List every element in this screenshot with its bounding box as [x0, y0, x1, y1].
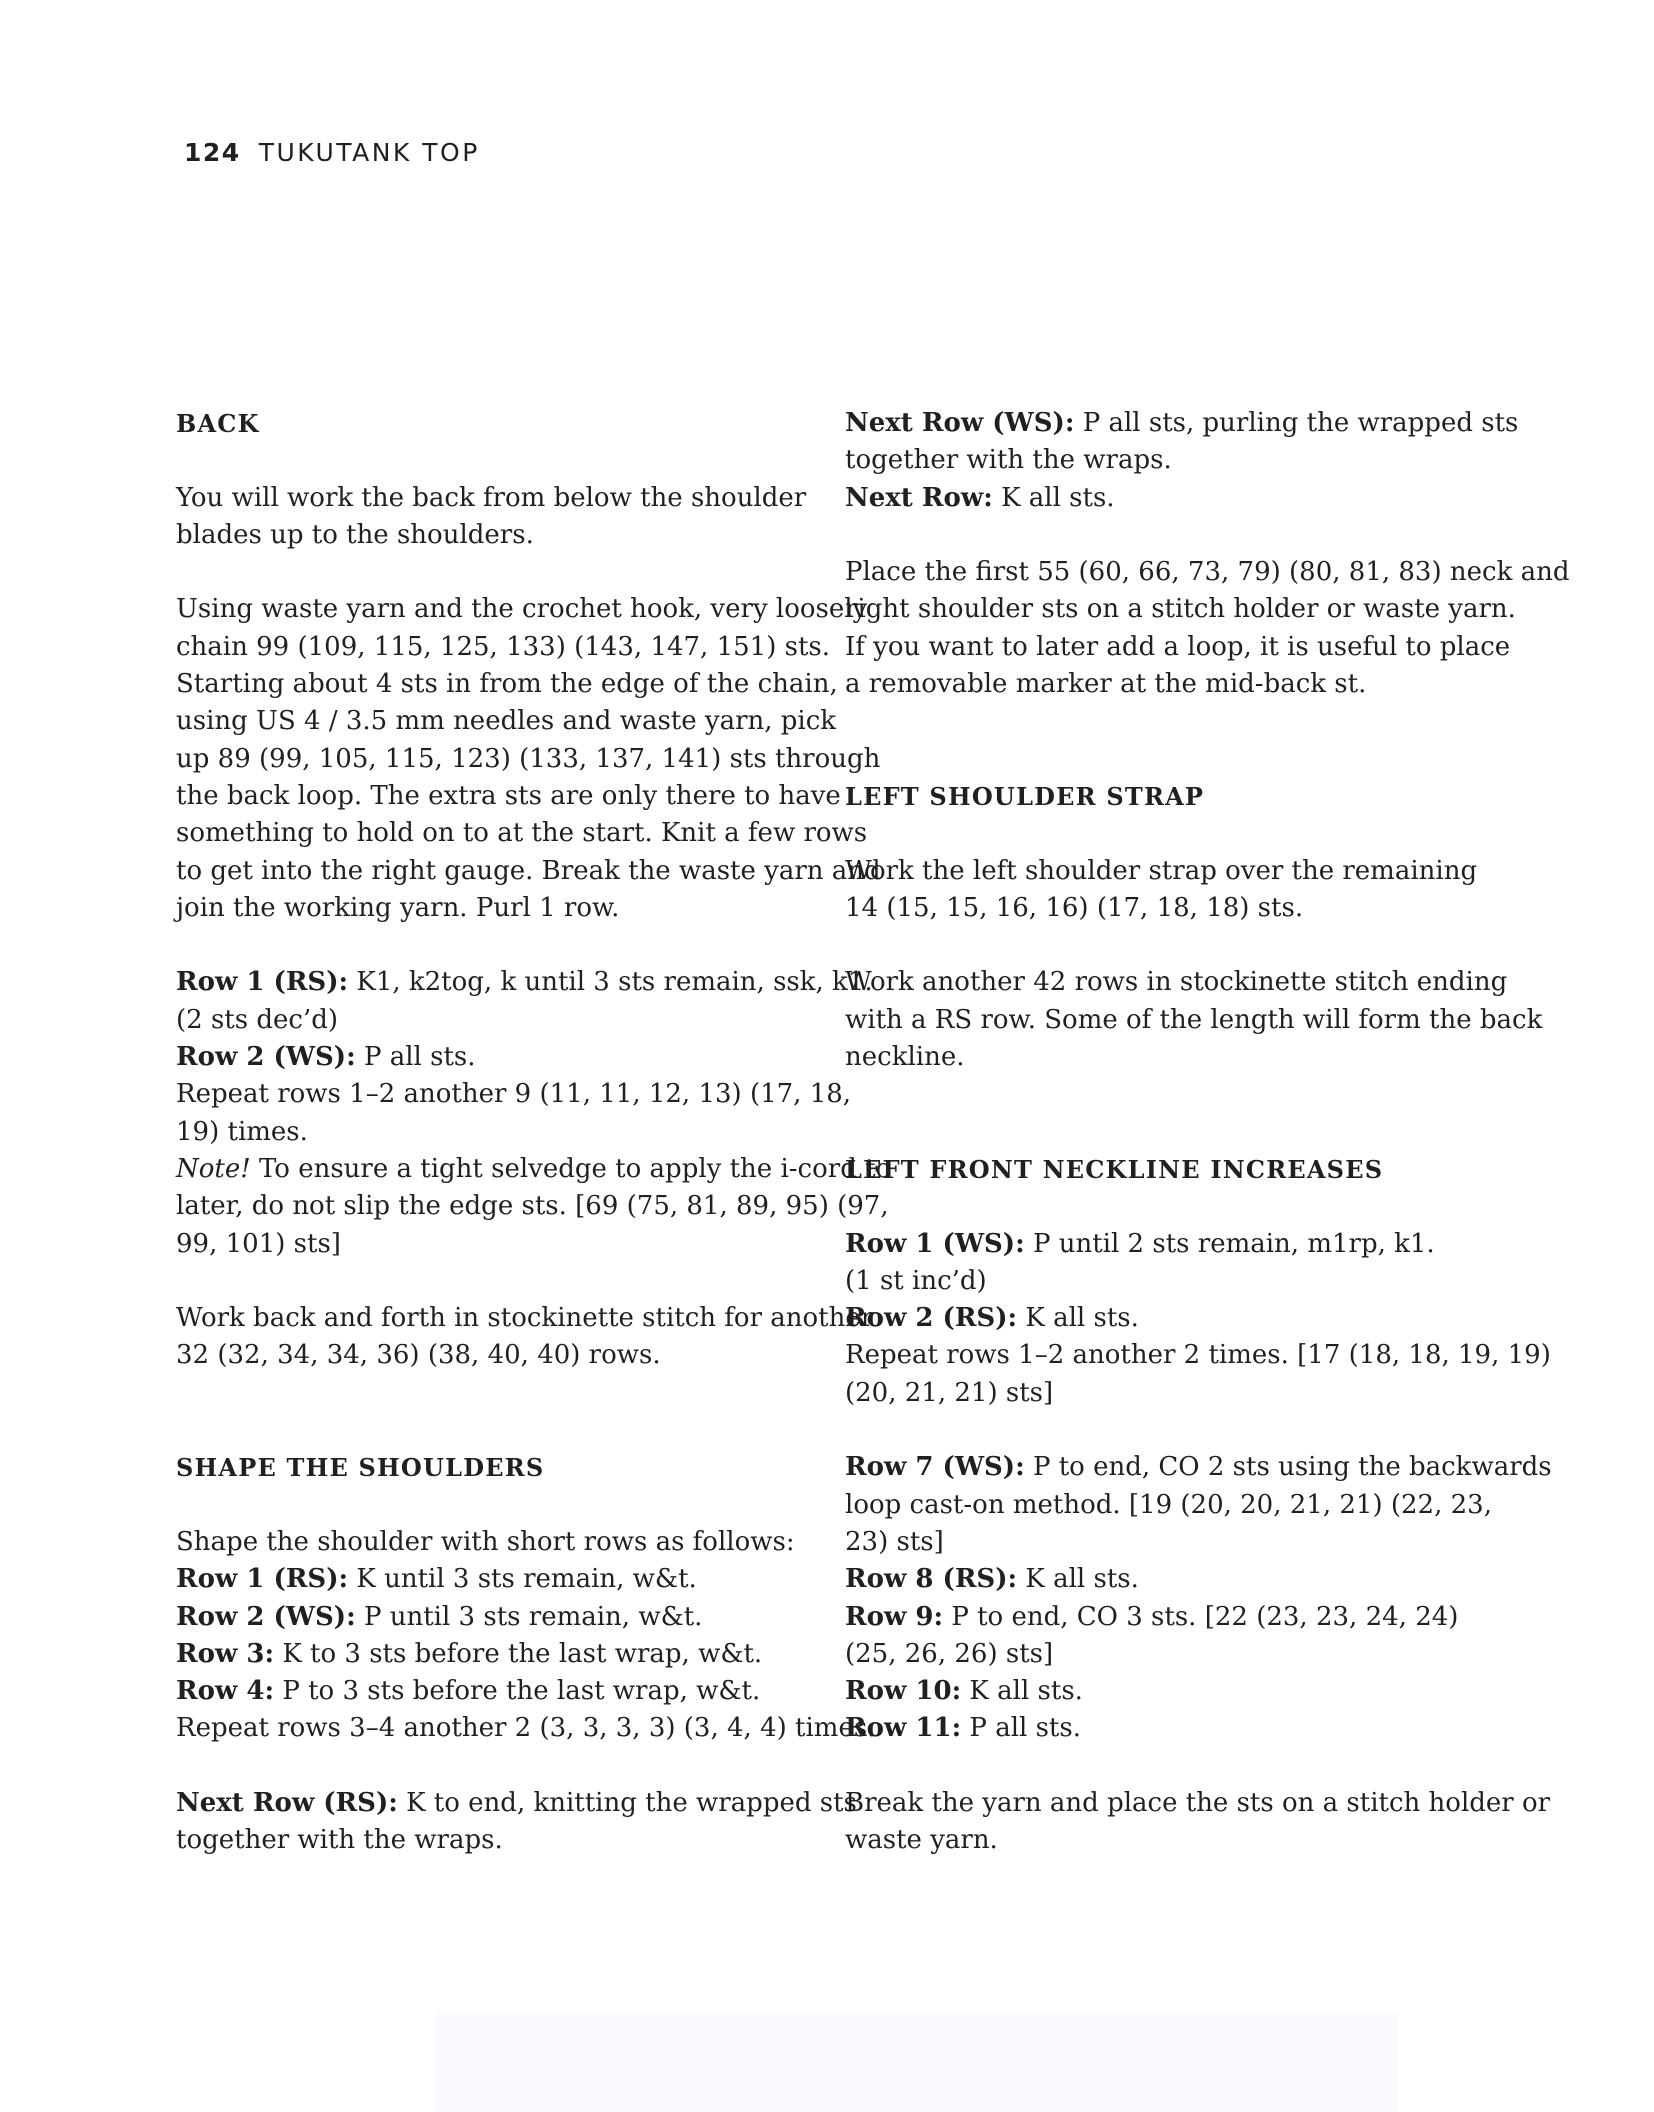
row-label: Row 4: [176, 1676, 275, 1707]
text-line: neckline. [845, 1042, 965, 1073]
text-line: Repeat rows 1–2 another 2 times. [17 (18, 18, 19, 19) [845, 1340, 1551, 1371]
running-head [184, 138, 480, 167]
row-instruction [845, 1599, 1485, 1636]
heading-left-shoulder-strap: LEFT SHOULDER STRAP [845, 781, 1205, 811]
text-line: (1 st inc’d) [845, 1265, 987, 1296]
heading-left-front-neckline: LEFT FRONT NECKLINE INCREASES [845, 1154, 1384, 1184]
back-intro-paragraph [176, 480, 816, 555]
row-label: Row 10: [845, 1676, 962, 1707]
row-text: P to end, CO 3 sts. [22 (23, 23, 24, 24) [943, 1601, 1459, 1632]
row-instruction [845, 480, 1485, 517]
heading-shape-shoulders: SHAPE THE SHOULDERS [176, 1453, 545, 1483]
row-label: Row 2 (WS): [176, 1042, 356, 1073]
text-line: 99, 101) sts] [176, 1228, 341, 1259]
row-instruction [845, 1300, 1485, 1337]
note-line [176, 1151, 892, 1188]
row-instruction [845, 1710, 1485, 1747]
text-line: together with the wraps. [176, 1825, 503, 1856]
text-line: loop cast-on method. [19 (20, 20, 21, 21) (22, 23, [845, 1489, 1492, 1520]
text-line: 23) sts] [845, 1526, 944, 1557]
row-label: Row 2 (RS): [845, 1303, 1018, 1334]
row-label: Row 3: [176, 1638, 275, 1669]
row-label: Row 11: [845, 1713, 962, 1744]
text-line: Break the yarn and place the sts on a stitch holder or [845, 1787, 1551, 1818]
row-text: K until 3 sts remain, w&t. [348, 1564, 697, 1595]
row-label: Row 7 (WS): [845, 1452, 1025, 1483]
row-text: P until 3 sts remain, w&t. [355, 1601, 703, 1632]
text-line: up 89 (99, 105, 115, 123) (133, 137, 141) sts through [176, 743, 881, 774]
row-label: Row 9: [845, 1601, 944, 1632]
row-instruction [176, 1673, 816, 1710]
text-line: a removable marker at the mid-back st. [845, 669, 1367, 700]
row-instruction [176, 1039, 816, 1076]
row-text: P to end, CO 2 sts using the backwards [1024, 1452, 1552, 1483]
row-label: Row 2 (WS): [176, 1601, 356, 1632]
text-line: (25, 26, 26) sts] [845, 1638, 1054, 1669]
text-line: Shape the shoulder with short rows as follows: [176, 1526, 795, 1557]
row-instruction [176, 1599, 816, 1636]
text-line: Place the first 55 (60, 66, 73, 79) (80, 81, 83) neck and [845, 557, 1570, 588]
text-line: right shoulder sts on a stitch holder or waste yarn. [845, 594, 1516, 625]
row-instruction [176, 1561, 816, 1598]
right-column [845, 405, 1570, 1860]
row-text: K all sts. [1017, 1303, 1139, 1334]
text-line: something to hold on to at the start. Knit a few rows [176, 818, 868, 849]
bottom-tint-strip [436, 2014, 1398, 2112]
short-rows-block [176, 1524, 876, 1748]
row-text: K1, k2tog, k until 3 sts remain, ssk, k1. [348, 967, 873, 998]
row-text: P all sts. [355, 1042, 476, 1073]
row-instruction [176, 1636, 816, 1673]
text-line: waste yarn. [845, 1825, 998, 1856]
place-sts-paragraph [845, 554, 1570, 703]
row-instruction [845, 1673, 1485, 1710]
text-line: the back loop. The extra sts are only there to have [176, 780, 841, 811]
neckline-rows-1-2 [845, 1226, 1551, 1412]
text-line: Work the left shoulder strap over the remaining [845, 855, 1478, 886]
row-instruction [176, 1785, 857, 1822]
break-yarn-paragraph [845, 1785, 1551, 1860]
strap-intro-paragraph [845, 853, 1485, 928]
text-line: Repeat rows 1–2 another 9 (11, 11, 12, 13) (17, 18, [176, 1079, 852, 1110]
row-text: P all sts. [961, 1713, 1081, 1744]
text-line: Repeat rows 3–4 another 2 (3, 3, 3, 3) (3, 4, 4) times. [176, 1713, 876, 1744]
text-line: chain 99 (109, 115, 125, 133) (143, 147, 151) sts. [176, 631, 831, 662]
text-line: Work another 42 rows in stockinette stitch ending [845, 967, 1508, 998]
next-row-rs-block [176, 1785, 857, 1860]
cast-on-paragraph [176, 591, 881, 927]
text-line: (20, 21, 21) sts] [845, 1377, 1054, 1408]
note-label: Note! [176, 1153, 251, 1184]
text-line: with a RS row. Some of the length will form the back [845, 1004, 1543, 1035]
text-line: blades up to the shoulders. [176, 519, 534, 550]
row-text: K to end, knitting the wrapped sts [397, 1787, 857, 1818]
text-line: Using waste yarn and the crochet hook, very loosely [176, 594, 868, 625]
note-text: To ensure a tight selvedge to apply the i-cord to [250, 1153, 892, 1184]
text-line: 32 (32, 34, 34, 36) (38, 40, 40) rows. [176, 1340, 661, 1371]
text-line: If you want to later add a loop, it is useful to place [845, 631, 1511, 662]
text-line: Work back and forth in stockinette stitch for another [176, 1303, 874, 1334]
text-line: to get into the right gauge. Break the waste yarn and [176, 855, 881, 886]
row-label: Row 1 (RS): [176, 967, 349, 998]
row-label: Row 8 (RS): [845, 1564, 1018, 1595]
next-row-ws-block [845, 405, 1519, 517]
neckline-rows-7-11 [845, 1449, 1552, 1747]
text-line: join the working yarn. Purl 1 row. [176, 892, 620, 923]
row-instruction [845, 1561, 1485, 1598]
back-decrease-rows [176, 964, 892, 1262]
text-line: (2 sts dec’d) [176, 1004, 338, 1035]
text-line: using US 4 / 3.5 mm needles and waste yarn, pick [176, 706, 837, 737]
running-title: TUKUTANK TOP [258, 138, 480, 167]
strap-rows-paragraph [845, 964, 1543, 1076]
text-line: Starting about 4 sts in from the edge of the chain, [176, 669, 838, 700]
text-line: together with the wraps. [845, 445, 1172, 476]
row-label: Next Row (WS): [845, 408, 1075, 438]
heading-back: BACK [176, 409, 260, 438]
text-line: later, do not slip the edge sts. [69 (75, 81, 89, 95) (97, [176, 1191, 889, 1222]
page-number: 124 [184, 138, 241, 167]
row-text: K all sts. [992, 482, 1115, 513]
row-text: K all sts. [1017, 1564, 1139, 1595]
work-back-paragraph [176, 1300, 874, 1375]
text-line: 19) times. [176, 1116, 308, 1147]
row-text: P to 3 sts before the last wrap, w&t. [274, 1676, 761, 1707]
row-label: Next Row: [845, 482, 993, 513]
row-label: Row 1 (RS): [176, 1564, 349, 1595]
row-label: Row 1 (WS): [845, 1228, 1025, 1259]
left-column [176, 405, 892, 1860]
row-text: K to 3 sts before the last wrap, w&t. [274, 1638, 763, 1669]
text-line: You will work the back from below the shoulder [176, 482, 807, 513]
row-instruction [845, 405, 1519, 442]
row-instruction [176, 964, 873, 1001]
row-instruction [845, 1449, 1552, 1486]
text-line: 14 (15, 15, 16, 16) (17, 18, 18) sts. [845, 892, 1304, 923]
row-text: P until 2 sts remain, m1rp, k1. [1024, 1228, 1435, 1259]
row-label: Next Row (RS): [176, 1787, 398, 1818]
row-text: P all sts, purling the wrapped sts [1074, 408, 1519, 438]
row-text: K all sts. [961, 1676, 1083, 1707]
row-instruction [845, 1226, 1485, 1263]
